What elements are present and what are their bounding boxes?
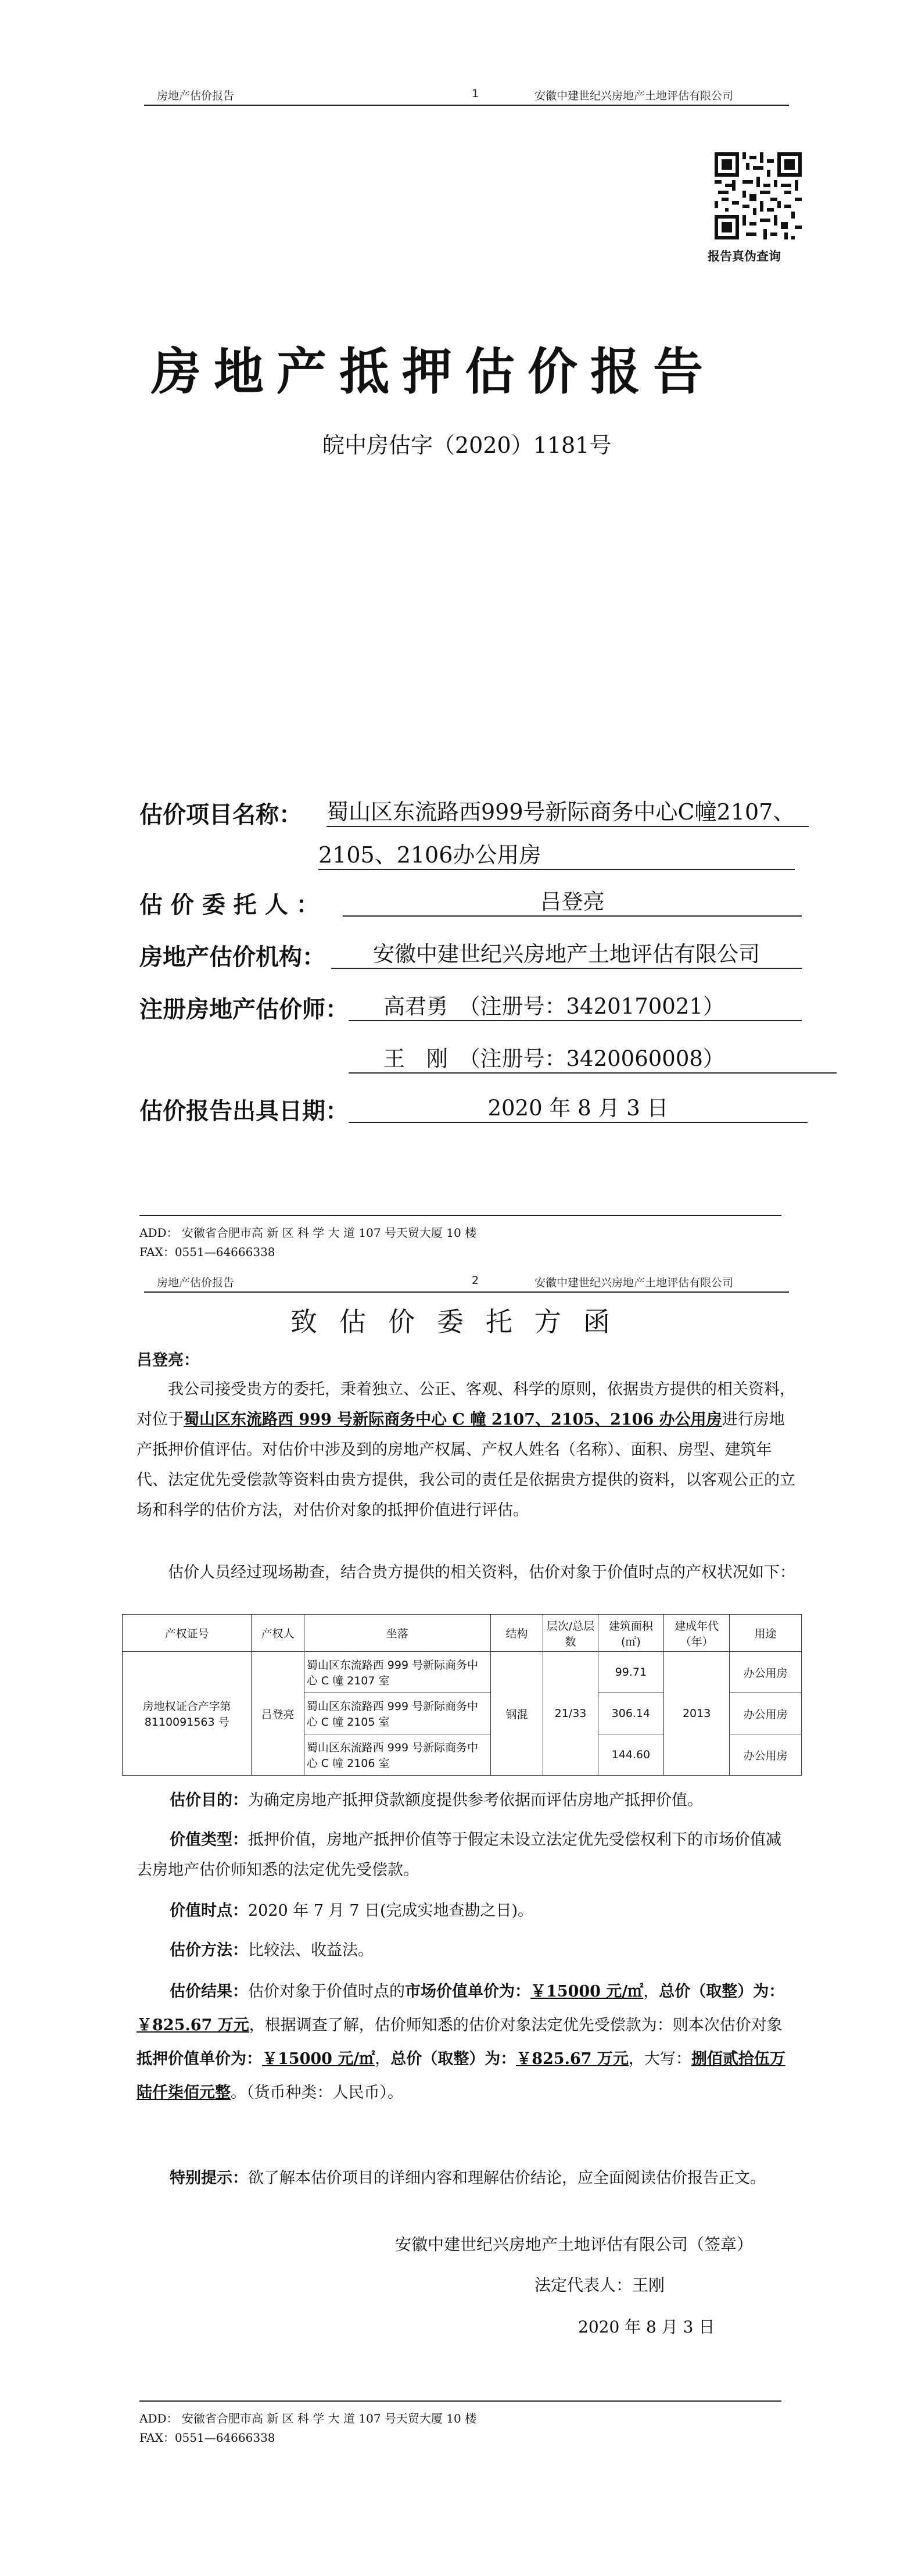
paragraph-1 (137, 1375, 796, 1526)
market-unit-label: 市场价值单价为： (405, 1983, 530, 2001)
floors-cell: 21/33 (543, 1652, 598, 1776)
market-total-price: ￥825.67 万元 (137, 2016, 249, 2034)
col-area: 建筑面积(㎡) (598, 1615, 663, 1652)
issue-date-label: 估价报告出具日期： (139, 1097, 349, 1125)
footer-rule (139, 1215, 781, 1216)
year-cell: 2013 (664, 1652, 730, 1776)
currency-note: 。（货币种类：人民币）。 (231, 2084, 403, 2102)
use-cell: 办公用房 (730, 1652, 802, 1693)
result-para (137, 1975, 796, 2110)
amount-in-words: 捌佰贰拾伍万陆仟柒佰元整 (137, 2050, 785, 2102)
use-cell: 办公用房 (730, 1734, 802, 1776)
page-header-left: 房地产估价报告 (157, 1276, 235, 1289)
issue-date-value: 2020 年 8 月 3 日 (349, 1090, 808, 1123)
value-date-label: 价值时点： (170, 1902, 248, 1920)
result-text: ， (375, 2050, 391, 2068)
footer-rule (139, 2400, 781, 2402)
result-label: 估价结果： (170, 1983, 248, 2001)
location-cell: 蜀山区东流路西 999 号新际商务中心 C 幢 2107 室 (304, 1652, 490, 1693)
structure-cell: 钢混 (490, 1652, 543, 1776)
col-owner: 产权人 (252, 1615, 304, 1652)
header-rule (144, 105, 789, 106)
qr-code-icon[interactable] (715, 152, 802, 239)
location-cell: 蜀山区东流路西 999 号新际商务中心 C 幢 2106 室 (304, 1734, 490, 1776)
area-cell: 144.60 (598, 1734, 663, 1776)
legal-representative: 法定代表人：王刚 (534, 2276, 665, 2295)
mortgage-total-price: ￥825.67 万元 (516, 2050, 629, 2068)
footer-fax: FAX：0551—64666338 (139, 1245, 275, 1259)
result-text: ，大写： (628, 2050, 691, 2068)
value-type-text: 抵押价值，房地产抵押价值等于假定未设立法定优先受偿权利下的市场价值减去房地产估价师知悉的法定优先受偿款。 (137, 1831, 781, 1879)
salutation: 吕登亮： (137, 1351, 199, 1369)
client-label: 估 价 委 托 人 ： (139, 891, 320, 918)
method-line (170, 1935, 374, 1966)
result-text: ， (643, 1983, 659, 2001)
market-total-label: 总价（取整）为： (659, 1983, 785, 2001)
col-year: 建成年代（年） (664, 1615, 730, 1652)
page-header-left: 房地产估价报告 (157, 90, 235, 102)
page-header-right: 安徽中建世纪兴房地产土地评估有限公司 (534, 1276, 734, 1289)
mortgage-total-label: 总价（取整）为： (390, 2050, 516, 2068)
project-name-label: 估价项目名称： (139, 801, 302, 828)
col-structure: 结构 (490, 1615, 543, 1652)
qr-caption: 报告真伪查询 (708, 249, 781, 263)
result-text: 估价对象于价值时点的 (248, 1983, 405, 2001)
notice-label: 特别提示： (170, 2169, 248, 2187)
page-number: 1 (472, 87, 479, 100)
report-number: 皖中房估字（2020）1181号 (322, 432, 612, 458)
paragraph-2: 估价人员经过现场勘查，结合贵方提供的相关资料，估价对象于价值时点的产权状况如下： (168, 1564, 795, 1582)
area-cell: 306.14 (598, 1693, 663, 1734)
appraiser-2: 王 刚 （注册号：3420060008） (349, 1041, 837, 1074)
property-table (122, 1614, 802, 1776)
col-location: 坐落 (304, 1615, 490, 1652)
value-date-line (170, 1896, 533, 1926)
value-date-text: 2020 年 7 月 7 日(完成实地查勘之日)。 (248, 1902, 534, 1920)
footer-address: ADD： 安徽省合肥市高 新 区 科 学 大 道 107 号天贸大厦 10 楼 (139, 2412, 477, 2425)
page-number: 2 (472, 1274, 479, 1287)
project-name-line2: 2105、2106办公用房 (318, 837, 795, 870)
paragraph-1-text-cont: 进行房地产抵押价值评估。对估价中涉及到的房地产权属、产权人姓名（名称）、面积、房型、建筑年代、法定优先受偿款等资料由贵方提供，我公司的责任是依据贵方提供的资料，以客观公正的立场和科学的估价方法，对估价对象的抵押价值进行评估。 (137, 1411, 795, 1519)
col-cert-no: 产权证号 (123, 1615, 252, 1652)
seal-date: 2020 年 8 月 3 日 (578, 2317, 715, 2337)
appraiser-label: 注册房地产估价师： (139, 996, 349, 1023)
appraiser-1: 高君勇 （注册号：3420170021） (349, 989, 802, 1021)
value-type-para (137, 1825, 796, 1886)
property-address: 蜀山区东流路西 999 号新际商务中心 C 幢 2107、2105、2106 办公用房 (184, 1411, 722, 1429)
owner-cell: 吕登亮 (252, 1652, 304, 1776)
purpose-text: 为确定房地产抵押贷款额度提供参考依据而评估房地产抵押价值。 (248, 1791, 703, 1809)
col-floors: 层次/总层数 (543, 1615, 598, 1652)
method-text: 比较法、收益法。 (248, 1941, 374, 1959)
use-cell: 办公用房 (730, 1693, 802, 1734)
table-header-row (123, 1615, 802, 1652)
method-label: 估价方法： (170, 1941, 248, 1959)
footer-fax: FAX：0551—64666338 (139, 2431, 275, 2445)
result-text: ，根据调查了解，估价师知悉的估价对象法定优先受偿款为：则本次估价对象 (249, 2016, 783, 2034)
purpose-label: 估价目的： (170, 1791, 248, 1809)
report-title: 房地产抵押估价报告 (151, 342, 716, 401)
col-use: 用途 (730, 1615, 802, 1652)
mortgage-unit-label: 抵押价值单价为： (137, 2050, 262, 2068)
seal-company: 安徽中建世纪兴房地产土地评估有限公司（签章） (395, 2235, 754, 2254)
letter-title: 致估价委托方函 (290, 1306, 632, 1337)
footer-address: ADD： 安徽省合肥市高 新 区 科 学 大 道 107 号天贸大厦 10 楼 (139, 1226, 477, 1240)
paragraph-1-text: 我公司接受贵方的委托，秉着独立、公正、客观、科学的原则，依据贵方提供的相关资料，对位于 (137, 1380, 795, 1429)
table-row (123, 1652, 802, 1693)
notice-para (137, 2163, 796, 2194)
client-value: 吕登亮 (343, 884, 802, 917)
project-name-line1: 蜀山区东流路西999号新际商务中心C幢2107、 (327, 794, 809, 827)
market-unit-price: ￥15000 元/㎡ (530, 1983, 644, 2001)
agency-value: 安徽中建世纪兴房地产土地评估有限公司 (331, 936, 802, 969)
page-header-right: 安徽中建世纪兴房地产土地评估有限公司 (534, 90, 734, 102)
header-rule (144, 1291, 789, 1293)
notice-text: 欲了解本估价项目的详细内容和理解估价结论，应全面阅读估价报告正文。 (248, 2169, 766, 2187)
purpose-line (170, 1786, 797, 1816)
mortgage-unit-price: ￥15000 元/㎡ (262, 2050, 375, 2068)
agency-label: 房地产估价机构： (139, 943, 325, 971)
cert-no-cell: 房地权证合产字第 8110091563 号 (123, 1652, 252, 1776)
location-cell: 蜀山区东流路西 999 号新际商务中心 C 幢 2105 室 (304, 1693, 490, 1734)
area-cell: 99.71 (598, 1652, 663, 1693)
value-type-label: 价值类型： (170, 1831, 248, 1849)
